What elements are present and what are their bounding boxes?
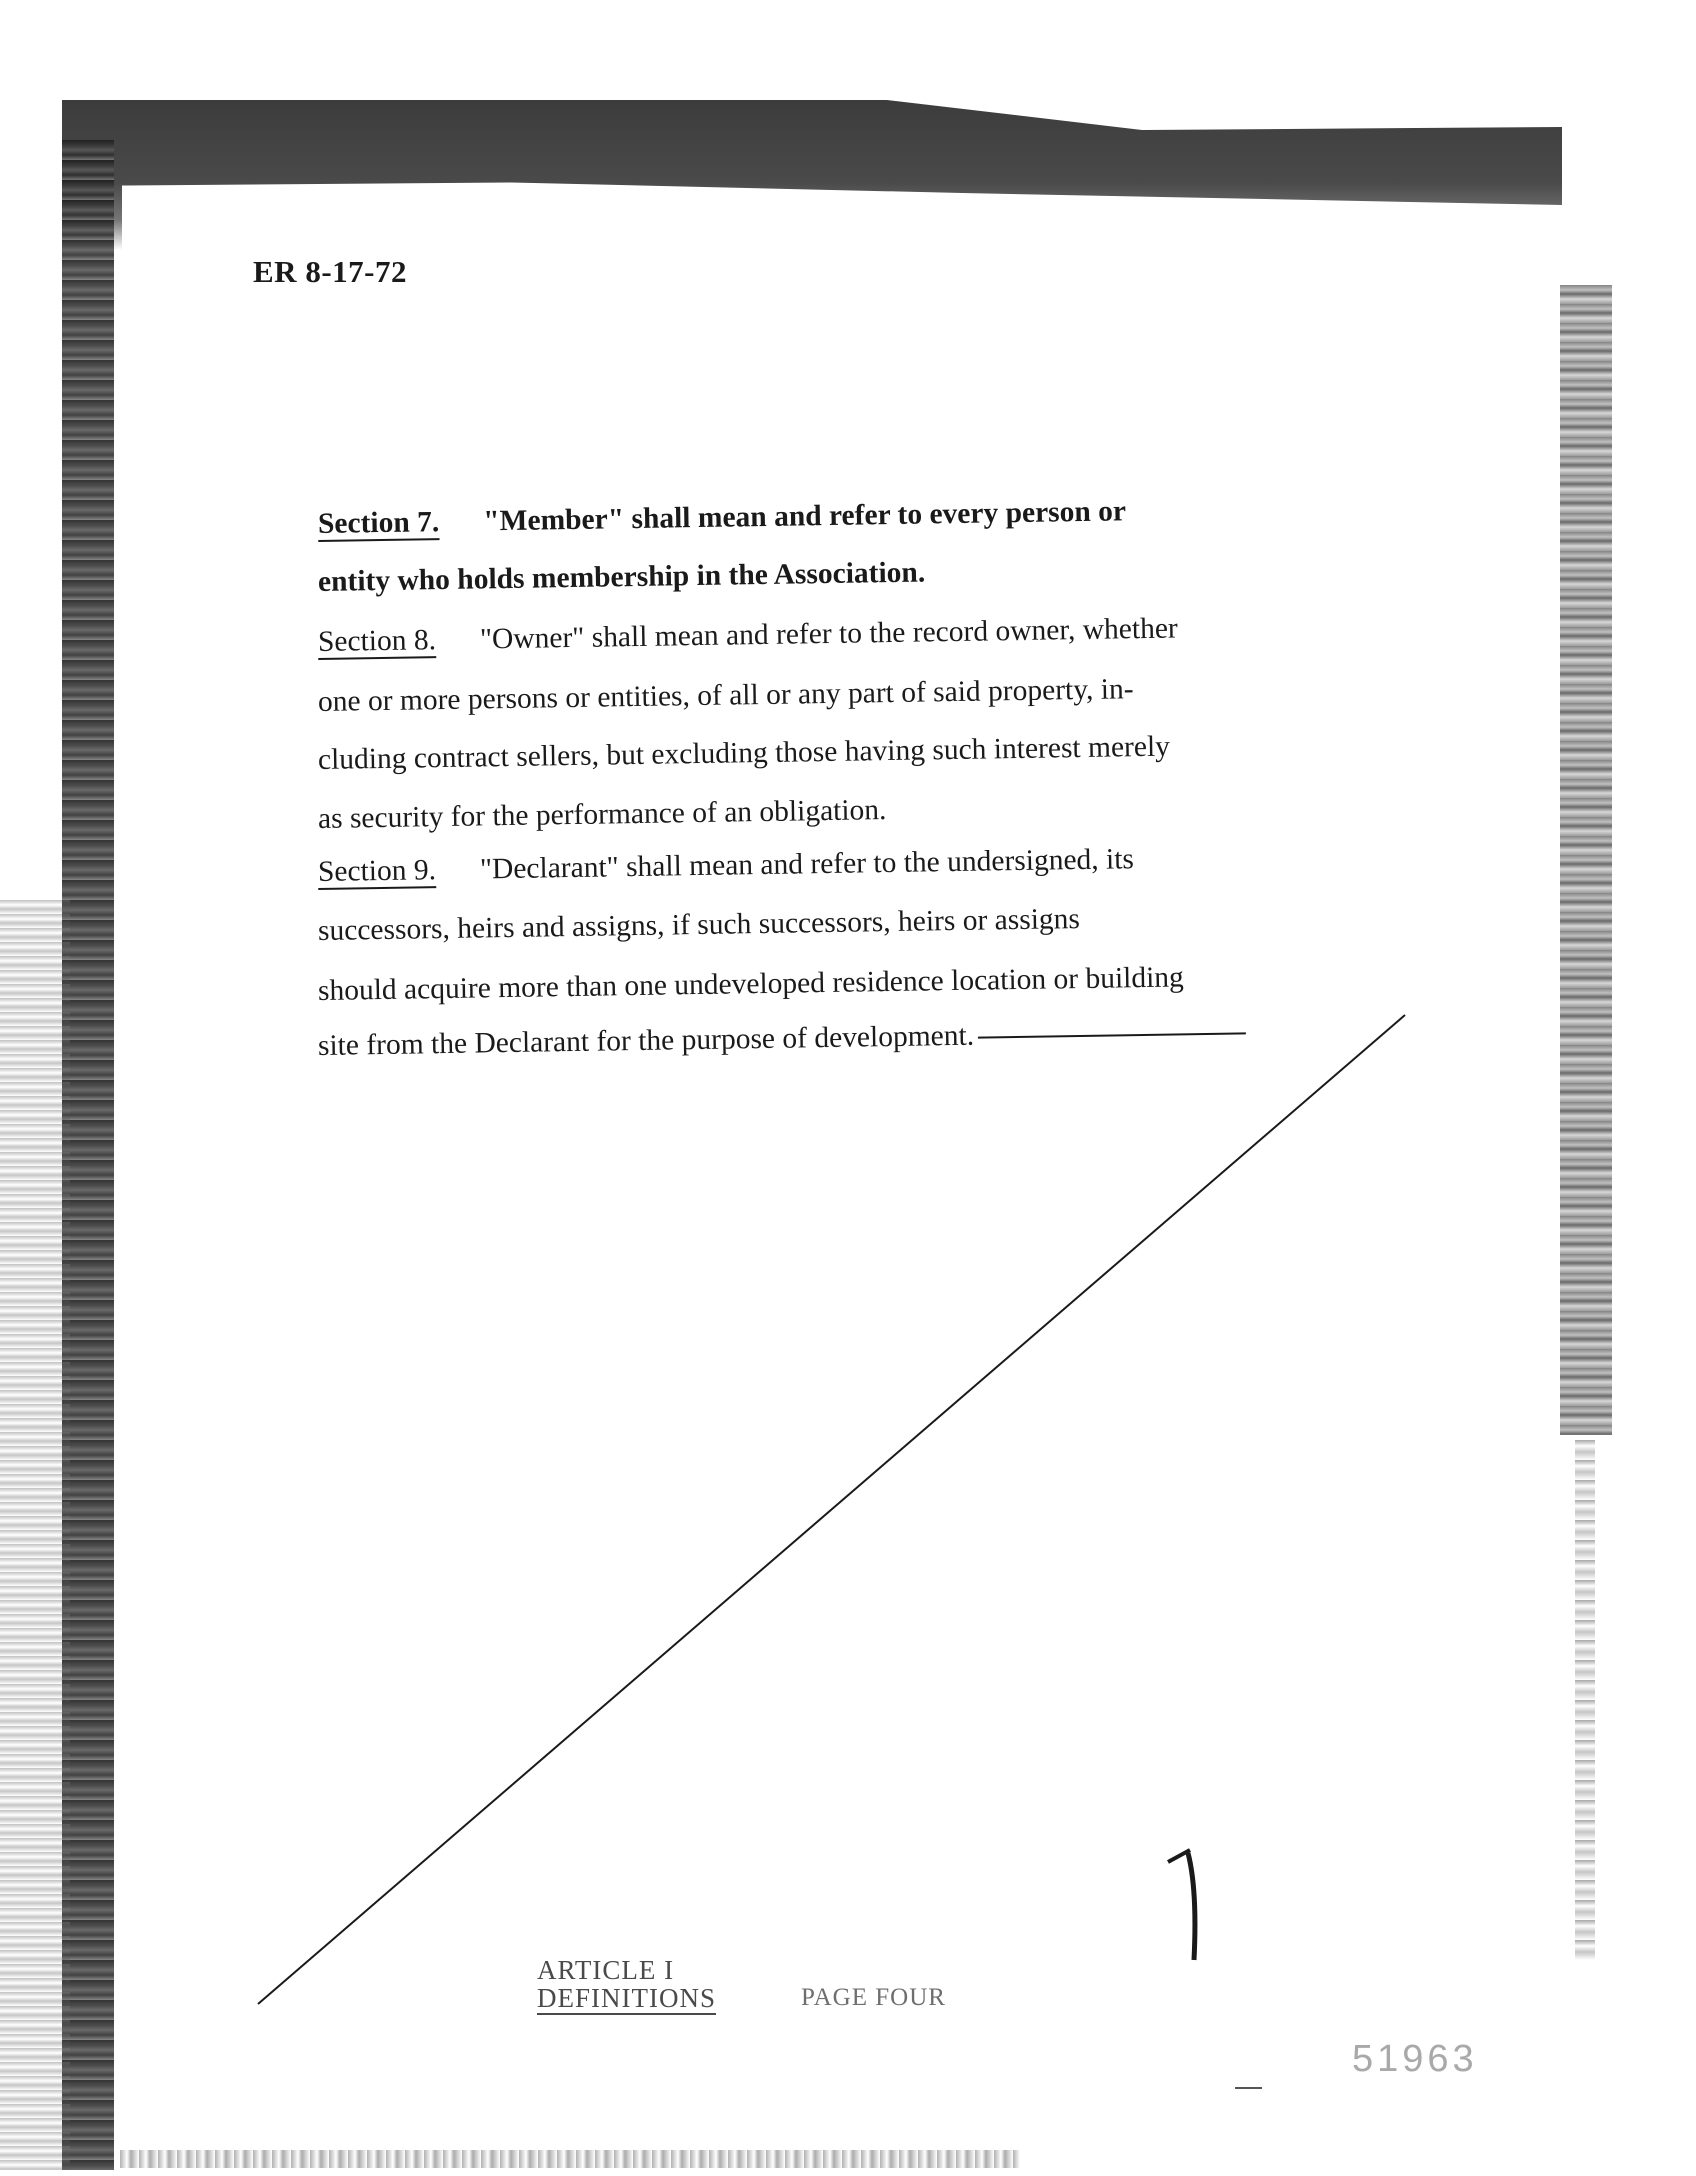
diagonal-line [258,1015,1405,2004]
handwritten-mark [1188,1853,1195,1960]
footer-article-title: DEFINITIONS [537,1983,716,2013]
line-9-text: should acquire more than one undeveloped residence location or building [317,961,1185,1007]
line-7-text: "Declarant" shall mean and refer to the undersigned, its [479,843,1135,886]
line-1-text: "Member" shall mean and refer to every person or [483,495,1127,538]
line-5-text: cluding contract sellers, but excluding those having such interest merely [317,730,1171,776]
section-8-label: Section 8. [317,624,437,658]
stamp-number: 51963 [1352,2038,1478,2080]
line-2-text: entity who holds membership in the Association. [317,556,926,598]
document-code: ER 8-17-72 [253,254,407,289]
footer-page-number: PAGE FOUR [801,1984,946,2011]
footer-article [537,1956,716,2012]
section-7-label: Section 7. [317,506,440,540]
line-8-text: successors, heirs and assigns, if such successors, heirs or assigns [317,903,1081,947]
line-10-text: site from the Declarant for the purpose of development. [317,1019,975,1062]
line-6-text: as security for the performance of an obligation. [317,794,887,835]
line-3-text: "Owner" shall mean and refer to the record owner, whether [479,612,1178,656]
footer-article-label: ARTICLE I [537,1955,675,1985]
line-4-text: one or more persons or entities, of all or any part of said property, in- [317,673,1134,718]
section-9-label: Section 9. [317,854,437,888]
